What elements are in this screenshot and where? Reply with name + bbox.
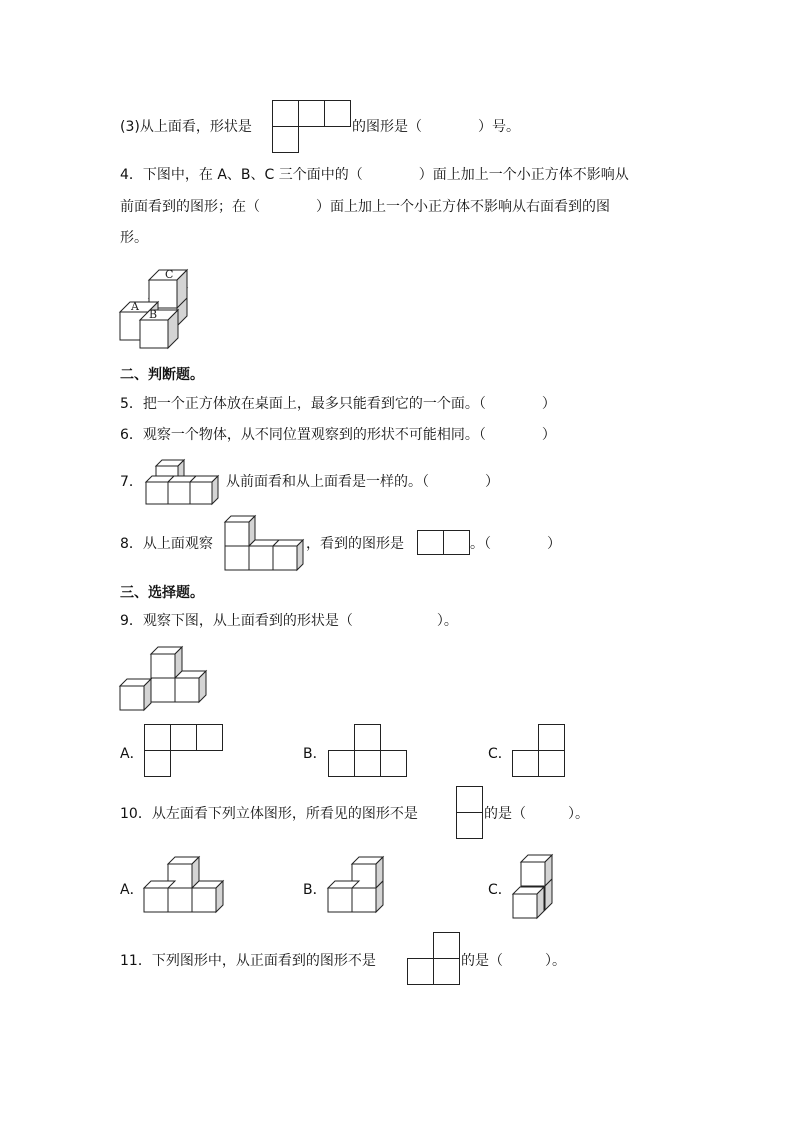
q7-cube-figure — [144, 456, 226, 504]
q4-line-1: 4．下图中，在 A、B、C 三个面中的（ ）面上加上一个小正方体不影响从 — [120, 167, 629, 183]
q10-suffix: 的是（ ）。 — [484, 806, 589, 822]
q10-option-c-figure[interactable] — [512, 854, 556, 918]
q10-option-a-figure[interactable] — [143, 856, 227, 916]
q9-option-b-label[interactable]: B． — [303, 746, 327, 762]
q7-text: 从前面看和从上面看是一样的。（ ） — [226, 474, 499, 490]
q10-view-figure — [456, 786, 484, 840]
section-2-title: 二、判断题。 — [120, 367, 204, 383]
label-a: A — [131, 300, 139, 313]
q5-text: 5．把一个正方体放在桌面上，最多只能看到它的一个面。（ ） — [120, 396, 556, 412]
q9-option-a-figure[interactable] — [144, 724, 224, 778]
section-3-title: 三、选择题。 — [120, 585, 204, 601]
q9-option-c-label[interactable]: C． — [488, 746, 512, 762]
q11-suffix: 的是（ ）。 — [461, 953, 566, 969]
q8-view-figure — [417, 530, 471, 556]
q7-number: 7． — [120, 474, 143, 490]
q6-text: 6．观察一个物体，从不同位置观察到的形状不可能相同。（ ） — [120, 427, 556, 443]
cube-b — [140, 310, 178, 348]
q8-cube-top — [225, 516, 255, 546]
q4-line-2: 前面看到的图形；在（ ）面上加上一个小正方体不影响从右面看到的图 — [120, 199, 610, 215]
q10c-cube-front — [513, 887, 544, 918]
q11-view-figure — [407, 932, 461, 986]
q9-option-b-figure[interactable] — [328, 724, 408, 778]
q9-text: 9．观察下图，从上面看到的形状是（ ）。 — [120, 613, 458, 629]
q4-cube-figure — [118, 268, 192, 342]
label-b: B — [149, 308, 158, 321]
q9-option-c-figure[interactable] — [512, 724, 566, 778]
q8-prefix: 8．从上面观察 — [120, 536, 213, 552]
q8-cube-figure — [224, 514, 306, 572]
q9-option-a-label[interactable]: A． — [120, 746, 144, 762]
q10-option-b-label[interactable]: B． — [303, 882, 327, 898]
q3-prefix: (3)从上面看，形状是 — [120, 119, 252, 135]
q4-line-3: 形。 — [120, 230, 148, 246]
q9-cube-figure — [118, 644, 210, 712]
q10-prefix: 10．从左面看下列立体图形，所看见的图形不是 — [120, 806, 418, 822]
q3-top-view-figure — [272, 100, 352, 154]
q9-cube-front — [120, 679, 151, 710]
q8-middle: ，看到的图形是 — [306, 536, 404, 552]
q7-cube-row — [146, 476, 218, 504]
q8-suffix: 。（ ） — [470, 536, 561, 552]
q10-option-b-figure[interactable] — [327, 856, 387, 916]
q3-suffix: 的图形是（ ）号。 — [352, 119, 520, 135]
q9-cube-top — [151, 647, 182, 678]
q10c-cube-top — [521, 855, 552, 886]
q11-prefix: 11．下列图形中，从正面看到的图形不是 — [120, 953, 376, 969]
q10-option-c-label[interactable]: C． — [488, 882, 512, 898]
label-c: C — [165, 268, 174, 281]
q10-option-a-label[interactable]: A． — [120, 882, 144, 898]
